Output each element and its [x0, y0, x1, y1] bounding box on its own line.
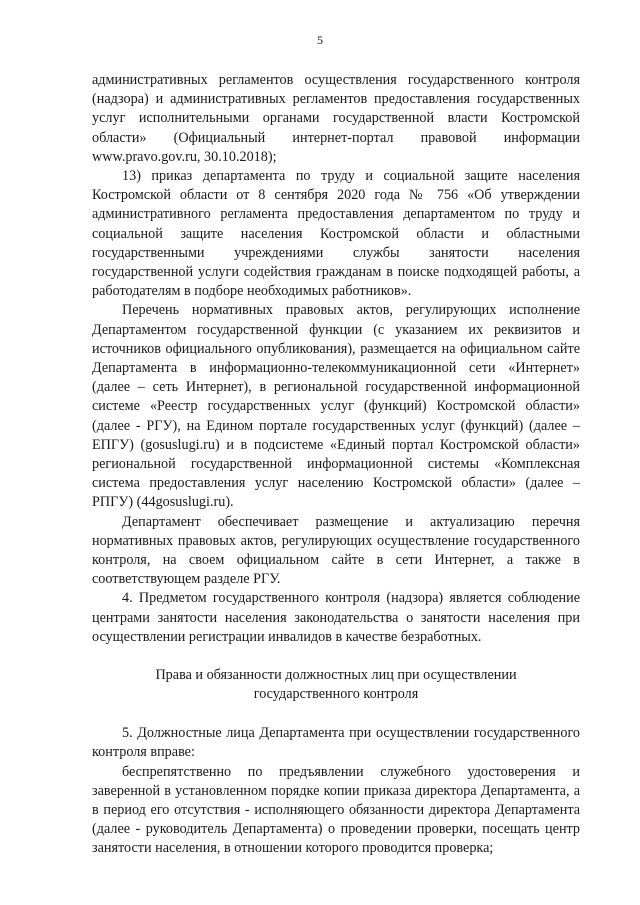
document-body [92, 71, 580, 859]
section-heading-line: государственного контроля [253, 686, 419, 703]
paragraph: 13) приказ департамента по труду и социальной защите населения Костромской области от 8 сентября 2020 года № 756 «Об утверждении административного регламента предоставления департаментом по труду и социальной защите населения Костромской области и областными государственными учреждениями службы занятости населения государственной услуги содействия гражданам в поиске подходящей работы, а работодателям в подборе необходимых работников». [92, 168, 580, 300]
paragraph: беспрепятственно по предъявлении служебного удостоверения и заверенной в установленном порядке копии приказа директора Департамента, а в период его отсутствия - исполняющего обязанности директора Департамента (далее - руководитель Департамента) о проведении проверки, посещать центр занятости населения, в отношении которого проводится проверка; [92, 763, 580, 857]
paragraph: Департамент обеспечивает размещение и актуализацию перечня нормативных правовых актов, регулирующих осуществление государственного контроля, на своем официальном сайте в сети Интернет, а также в соответствующем разделе РГУ. [92, 513, 580, 588]
paragraph: 5. Должностные лица Департамента при осуществлении государственного контроля вправе: [92, 725, 580, 761]
paragraph: Перечень нормативных правовых актов, регулирующих исполнение Департаментом государственной функции (с указанием их реквизитов и источников официального опубликования), размещается на официальном сайте Департамента в информационно-телекоммуникационной сети «Интернет» (далее – сеть Интернет), в региональной государственной информационной системе «Реестр государственных услуг (функций) Костромской области» (далее - РГУ), на Едином портале государственных услуг (функций) (далее – ЕПГУ) (gosuslugi.ru) и в подсистеме «Единый портал Костромской области» региональной государственной информационной системы «Комплексная система предоставления услуг населению Костромской области» (далее – РПГУ) (44gosuslugi.ru). [92, 302, 580, 511]
page-number: 5 [317, 33, 323, 47]
section-heading [92, 666, 580, 704]
paragraph: 4. Предметом государственного контроля (надзора) является соблюдение центрами занятости населения законодательства о занятости населения при осуществлении регистрации инвалидов в качестве безработных. [92, 590, 580, 645]
paragraph: административных регламентов осуществления государственного контроля (надзора) и административных регламентов предоставления государственных услуг исполнительными органами государственной власти Костромской области» (Официальный интернет-портал правовой информации www.pravo.gov.ru, 30.10.2018); [92, 72, 580, 165]
section-heading-line: Права и обязанности должностных лиц при осуществлении [155, 667, 517, 684]
